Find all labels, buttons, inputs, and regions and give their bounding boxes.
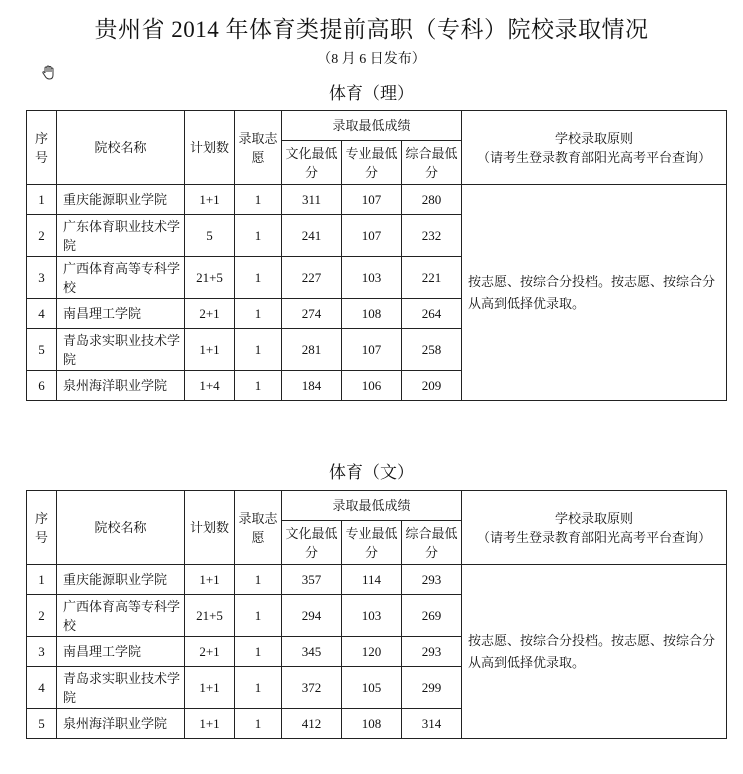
cell-major: 108 [342,709,402,739]
cell-school: 重庆能源职业学院 [57,565,185,595]
cell-school: 广西体育高等专科学校 [57,595,185,637]
cell-plan: 5 [185,215,235,257]
cell-volunteer: 1 [235,257,282,299]
cell-culture: 227 [282,257,342,299]
cell-total: 314 [402,709,462,739]
header-plan: 计划数 [185,491,235,565]
cell-volunteer: 1 [235,215,282,257]
principle-title: 学校录取原则 [554,510,633,526]
header-school: 院校名称 [57,491,185,565]
cell-school: 青岛求实职业技术学院 [57,329,185,371]
cell-seq: 4 [27,299,57,329]
cell-major: 106 [342,371,402,401]
cell-seq: 1 [27,565,57,595]
publish-date: （8 月 6 日发布） [317,52,426,67]
cell-seq: 4 [27,667,57,709]
header-principle [462,111,727,185]
cell-total: 209 [402,371,462,401]
cell-major: 120 [342,637,402,667]
cell-plan: 2+1 [185,637,235,667]
page-title: 贵州省 2014 年体育类提前高职（专科）院校录取情况 [94,17,649,42]
header-school: 院校名称 [57,111,185,185]
cell-plan: 2+1 [185,299,235,329]
cell-total: 293 [402,637,462,667]
cell-seq: 3 [27,257,57,299]
cell-seq: 2 [27,215,57,257]
cell-plan: 1+4 [185,371,235,401]
header-min-score: 录取最低成绩 [282,491,462,521]
cell-total: 293 [402,565,462,595]
cell-school: 青岛求实职业技术学院 [57,667,185,709]
admission-table-science [26,110,727,401]
header-total: 综合最低分 [402,141,462,185]
cell-school: 泉州海洋职业学院 [57,709,185,739]
section-title-science: 体育（理） [329,84,414,103]
cell-total: 299 [402,667,462,709]
header-plan: 计划数 [185,111,235,185]
cell-seq: 6 [27,371,57,401]
principle-title: 学校录取原则 [554,130,633,146]
cell-culture: 357 [282,565,342,595]
cell-volunteer: 1 [235,667,282,709]
cell-plan: 1+1 [185,185,235,215]
cell-major: 107 [342,215,402,257]
cell-seq: 5 [27,329,57,371]
header-seq: 序号 [27,491,57,565]
cell-culture: 294 [282,595,342,637]
header-volunteer: 录取志愿 [235,491,282,565]
cell-school: 广西体育高等专科学校 [57,257,185,299]
cell-culture: 345 [282,637,342,667]
cell-school: 重庆能源职业学院 [57,185,185,215]
table-row [27,565,727,595]
cell-total: 232 [402,215,462,257]
principle-note: （请考生登录教育部阳光高考平台查询） [476,149,711,165]
cell-plan: 21+5 [185,257,235,299]
header-principle [462,491,727,565]
header-culture: 文化最低分 [282,521,342,565]
cell-total: 264 [402,299,462,329]
header-min-score: 录取最低成绩 [282,111,462,141]
cell-volunteer: 1 [235,329,282,371]
cell-seq: 5 [27,709,57,739]
cell-total: 269 [402,595,462,637]
cell-major: 114 [342,565,402,595]
cell-total: 258 [402,329,462,371]
cell-school: 南昌理工学院 [57,299,185,329]
cell-seq: 1 [27,185,57,215]
cell-volunteer: 1 [235,565,282,595]
cell-major: 103 [342,257,402,299]
cell-principle: 按志愿、按综合分投档。按志愿、按综合分从高到低择优录取。 [462,565,727,739]
cell-culture: 281 [282,329,342,371]
cell-major: 103 [342,595,402,637]
cell-culture: 274 [282,299,342,329]
cell-school: 广东体育职业技术学院 [57,215,185,257]
cell-seq: 3 [27,637,57,667]
section-title-arts: 体育（文） [329,463,414,482]
cell-major: 105 [342,667,402,709]
cell-plan: 1+1 [185,667,235,709]
cell-culture: 311 [282,185,342,215]
cell-culture: 412 [282,709,342,739]
header-total: 综合最低分 [402,521,462,565]
cell-school: 南昌理工学院 [57,637,185,667]
cell-plan: 1+1 [185,565,235,595]
cell-seq: 2 [27,595,57,637]
header-major: 专业最低分 [342,141,402,185]
cell-plan: 1+1 [185,709,235,739]
principle-note: （请考生登录教育部阳光高考平台查询） [476,529,711,545]
cell-culture: 241 [282,215,342,257]
cell-major: 107 [342,329,402,371]
cell-culture: 184 [282,371,342,401]
cell-total: 280 [402,185,462,215]
cell-total: 221 [402,257,462,299]
cell-volunteer: 1 [235,299,282,329]
header-volunteer: 录取志愿 [235,111,282,185]
cell-major: 107 [342,185,402,215]
cell-plan: 21+5 [185,595,235,637]
cell-major: 108 [342,299,402,329]
header-major: 专业最低分 [342,521,402,565]
cell-volunteer: 1 [235,595,282,637]
cell-volunteer: 1 [235,371,282,401]
table-row [27,185,727,215]
cell-volunteer: 1 [235,185,282,215]
header-seq: 序号 [27,111,57,185]
cell-school: 泉州海洋职业学院 [57,371,185,401]
cell-volunteer: 1 [235,709,282,739]
admission-table-arts [26,490,727,739]
cell-volunteer: 1 [235,637,282,667]
cell-culture: 372 [282,667,342,709]
cell-principle: 按志愿、按综合分投档。按志愿、按综合分从高到低择优录取。 [462,185,727,401]
cell-plan: 1+1 [185,329,235,371]
header-culture: 文化最低分 [282,141,342,185]
